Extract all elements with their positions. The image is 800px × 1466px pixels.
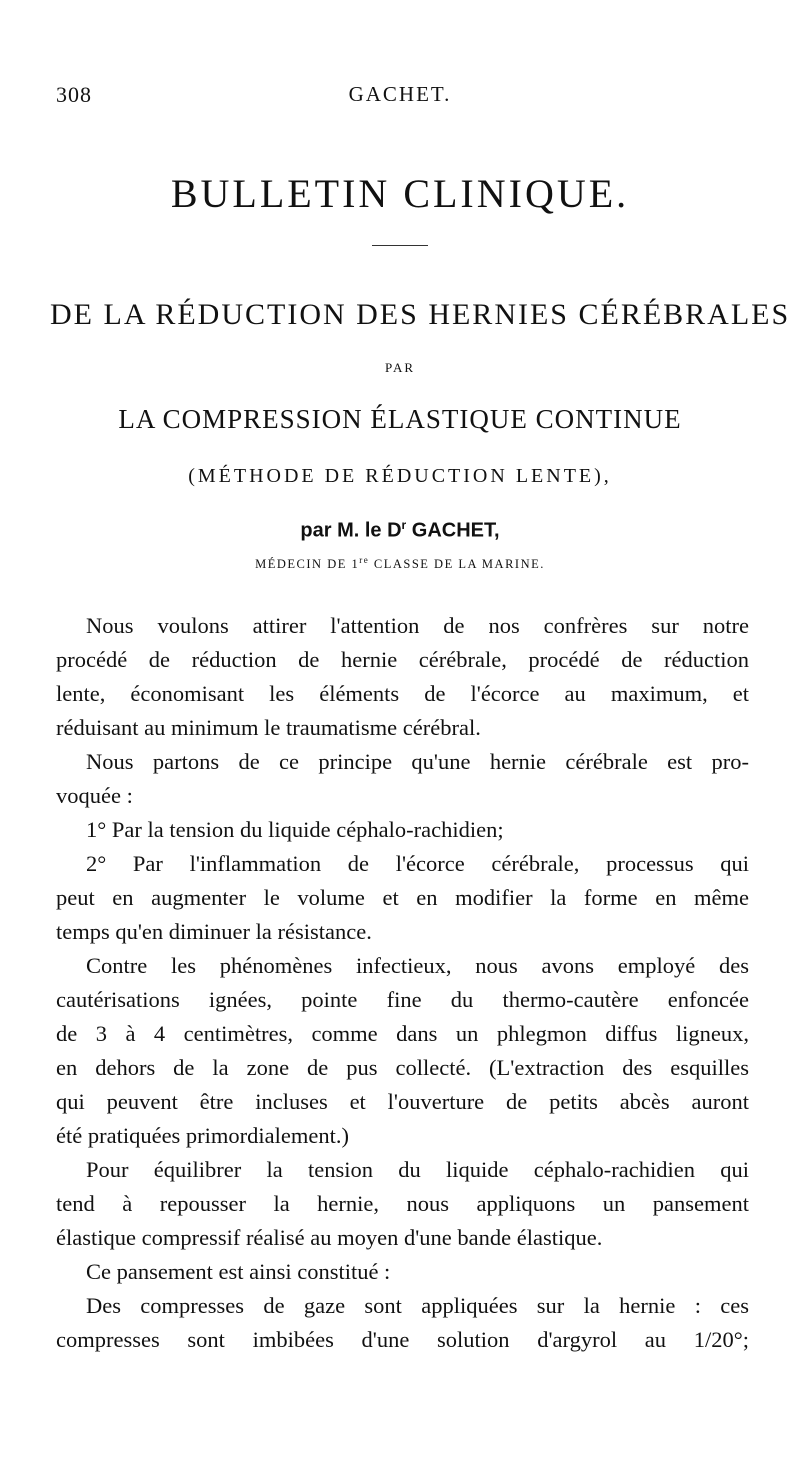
title-divider [372,245,428,246]
body-line: élastique compressif réalisé au moyen d'une bande élastique. [56,1225,603,1250]
method-line: (MÉTHODE DE RÉDUCTION LENTE), [188,465,612,487]
running-title: GACHET. [348,82,452,106]
body-line: voquée : [56,783,133,808]
author-name: GACHET, [411,519,500,542]
body-line: Pour équilibrer la tension du liquide céphalo-rachidien qui [86,1157,749,1182]
author-prefix: par M. le D [300,519,402,542]
body-line: Contre les phénomènes infectieux, nous avons employé des [86,953,749,978]
body-line: Nous partons de ce principe qu'une hernie cérébrale est pro- [86,749,749,774]
affiliation-after: CLASSE DE LA MARINE. [373,557,545,572]
article-subtitle: LA COMPRESSION ÉLASTIQUE CONTINUE [118,404,682,434]
affiliation-before: MÉDECIN DE 1 [255,557,360,572]
body-line: peut en augmenter le volume et en modifier la forme en même [56,885,749,910]
body-line: tend à repousser la hernie, nous appliquons un pansement [56,1191,749,1216]
author-affiliation [0,555,800,572]
page-number: 308 [56,82,92,107]
body-line: temps qu'en diminuer la résistance. [56,919,372,944]
body-line: réduisant au minimum le traumatisme cérébral. [56,715,481,740]
affiliation-sup: re [359,555,370,565]
body-line: qui peuvent être incluses et l'ouverture de petits abcès auront [56,1089,749,1114]
body-line: Ce pansement est ainsi constitué : [86,1259,391,1284]
body-line: Des compresses de gaze sont appliquées sur la hernie : ces [86,1293,749,1318]
body-line: 1° Par la tension du liquide céphalo-rachidien; [86,817,504,842]
author-prefix-sup: r [401,518,407,532]
body-line: Nous voulons attirer l'attention de nos confrères sur notre [86,613,749,638]
body-line: cautérisations ignées, pointe fine du thermo-cautère enfoncée [56,987,749,1012]
body-line: de 3 à 4 centimètres, comme dans un phlegmon diffus ligneux, [56,1021,749,1046]
by-line: PAR [384,360,416,375]
body-line: 2° Par l'inflammation de l'écorce cérébrale, processus qui [86,851,749,876]
body-line: procédé de réduction de hernie cérébrale, procédé de réduction [56,647,749,672]
running-header [56,82,744,112]
body-line: en dehors de la zone de pus collecté. (L'extraction des esquilles [56,1055,749,1080]
body-line: été pratiquées primordialement.) [56,1123,350,1148]
body-text [56,609,749,1357]
bulletin-title: BULLETIN CLINIQUE. [170,171,630,216]
body-line: lente, économisant les éléments de l'écorce au maximum, et [56,681,749,706]
body-line: compresses sont imbibées d'une solution d'argyrol au 1/20°; [56,1327,749,1352]
article-title: DE LA RÉDUCTION DES HERNIES CÉRÉBRALES [50,298,791,331]
author-line [0,518,800,543]
